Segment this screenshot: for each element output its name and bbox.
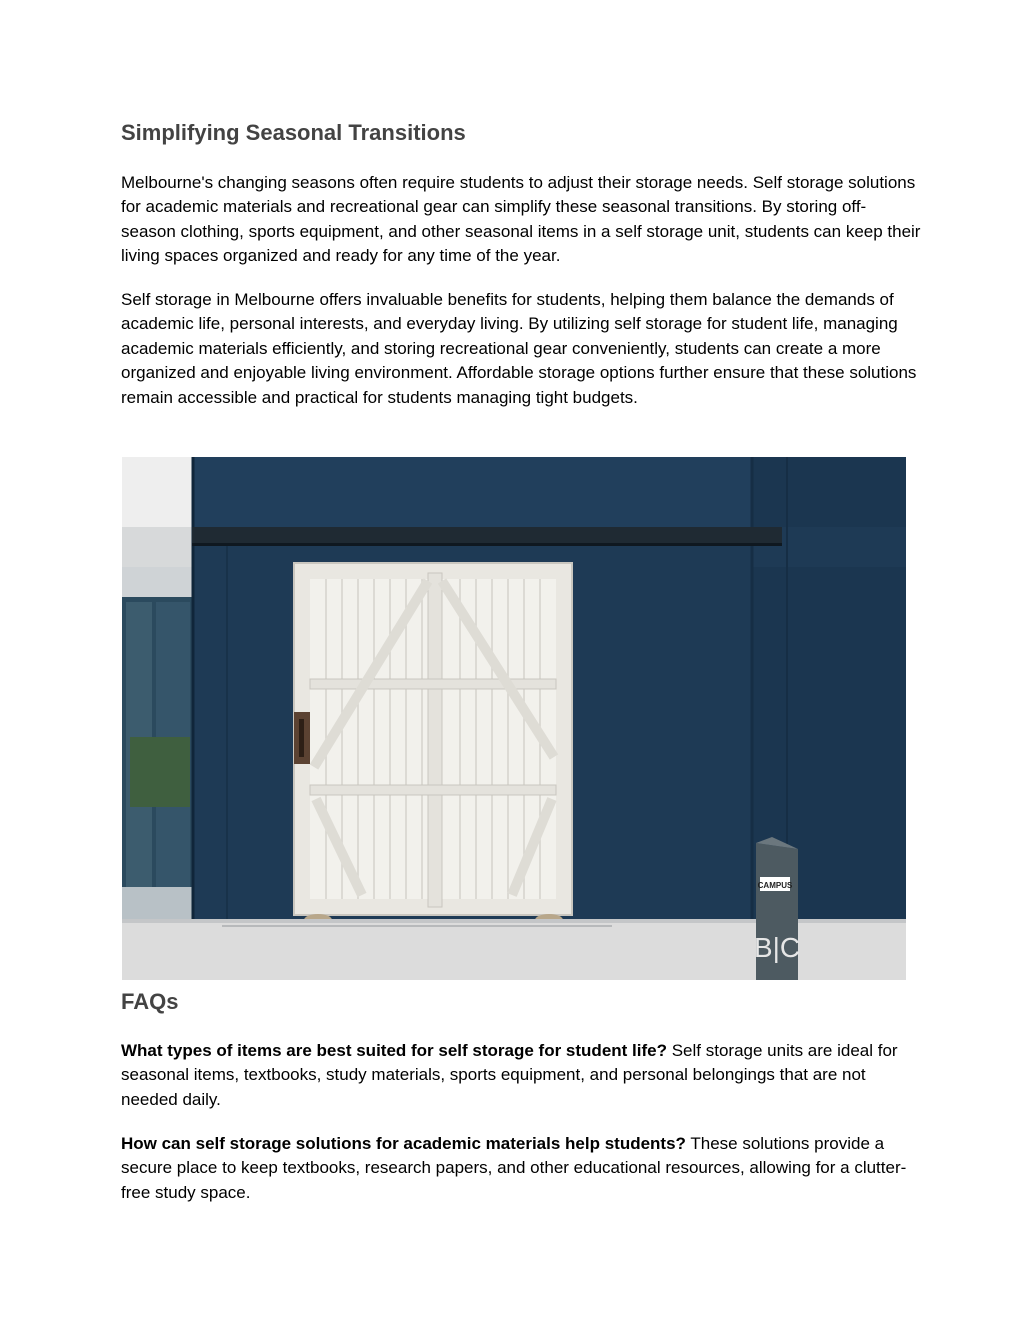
paragraph-seasonal-2: Self storage in Melbourne offers invaluable benefits for students, helping them balance the demands of academic life, personal interests, and everyday living. By utilizing self storage for student life, managing academic materials efficiently, and storing recreational gear conveniently, students can create a more organized and enjoyable living environment. Affordable storage options further ensure that these solutions remain accessible and practical for students managing tight budgets.: [121, 290, 917, 407]
faq-item: [121, 1039, 921, 1112]
sign-letters: B|C: [753, 932, 801, 963]
sign-campus-label: CAMPUS: [757, 881, 793, 890]
section-heading-seasonal: Simplifying Seasonal Transitions: [121, 120, 466, 145]
section-heading-faqs: FAQs: [121, 989, 179, 1014]
faq-question: What types of items are best suited for self storage for student life?: [121, 1041, 667, 1060]
faq-answer: These solutions provide a secure place to keep textbooks, research papers, and other educational resources, allowing for a clutter-free study space.: [121, 1134, 907, 1202]
faq-answer: Self storage units are ideal for seasonal items, textbooks, study materials, sports equipment, and personal belongings that are not needed daily.: [121, 1041, 898, 1109]
paragraph-seasonal-1: Melbourne's changing seasons often require students to adjust their storage needs. Self storage solutions for academic materials and recreational gear can simplify these seasonal transitions. By storing off-season clothing, sports equipment, and other seasonal items in a self storage unit, students can keep their living spaces organized and ready for any time of the year.: [121, 173, 921, 266]
campus-sign: [754, 837, 800, 980]
faq-item: [121, 1132, 921, 1205]
barn-door: [294, 563, 572, 926]
faq-question: How can self storage solutions for academic materials help students?: [121, 1134, 686, 1153]
storage-door-photo: [122, 457, 906, 980]
